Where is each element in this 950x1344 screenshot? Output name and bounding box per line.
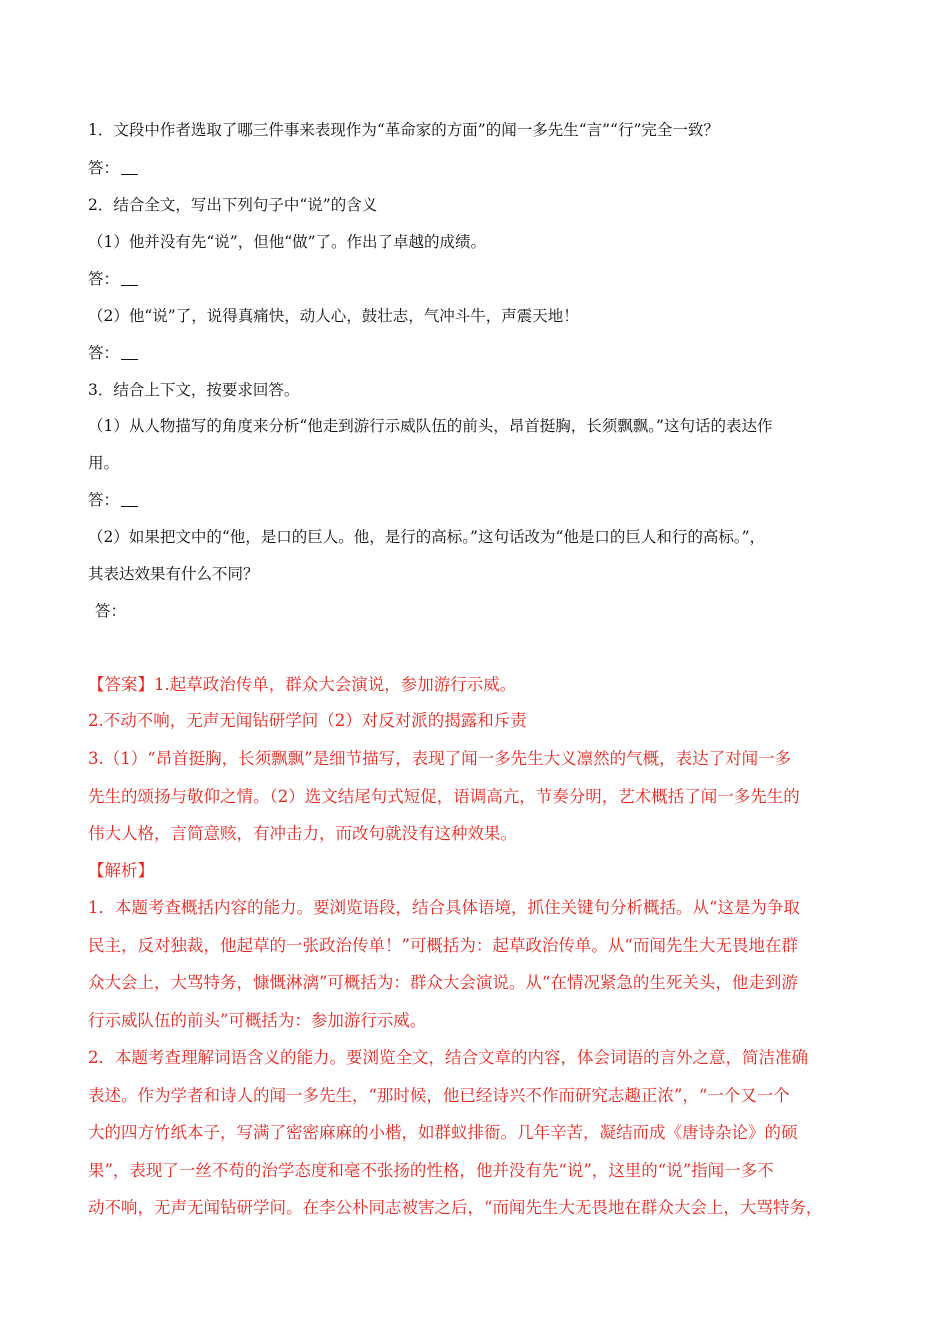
question-2-2: （2）他“说”了，说得真痛快，动人心，鼓壮志，气冲斗牛，声震天地！	[88, 307, 579, 325]
answer-blank[interactable]	[121, 345, 138, 360]
answer-line: 伟大人格，言简意赅，有冲击力，而改句就没有这种效果。	[88, 824, 517, 843]
answer-blank[interactable]	[121, 160, 138, 175]
analysis-line: 2．本题考查理解词语含义的能力。要浏览全文，结合文章的内容，体会词语的言外之意，简洁准确	[88, 1048, 808, 1067]
analysis-line: 民主，反对独裁，他起草的一张政治传单！”可概括为：起草政治传单。从“而闻先生大无畏地在群	[88, 936, 798, 955]
analysis-line: 1．本题考查概括内容的能力。要浏览语段，结合具体语境，抓住关键句分析概括。从“这是为争取	[88, 898, 800, 917]
answer-blank[interactable]	[121, 492, 138, 507]
answer-line: 2.不动不响，无声无闻钻研学问（2）对反对派的揭露和斥责	[88, 711, 527, 730]
question-3-2: （2）如果把文中的“他，是口的巨人。他，是行的高标。”这句话改为“他是口的巨人和行的高标。”，	[88, 528, 766, 546]
answer-prompt-3-2: 答：	[95, 602, 127, 620]
answer-line: 3.（1）“昂首挺胸，长须飘飘”是细节描写，表现了闻一多先生大义凛然的气概，表达了对闻一多	[88, 749, 792, 768]
analysis-line: 众大会上，大骂特务，慷慨淋漓”可概括为：群众大会演说。从“在情况紧急的生死关头，他走到游	[88, 973, 798, 992]
answer-prompt-1: 答：	[88, 158, 138, 178]
answer-prompt-2-2: 答：	[88, 343, 138, 363]
answer-prompt-3-1: 答：	[88, 490, 138, 510]
answer-line: 先生的颂扬与敬仰之情。（2）选文结尾句式短促，语调高亢，节奏分明，艺术概括了闻一多先生的	[88, 787, 800, 806]
question-3: 3．结合上下文，按要求回答。	[88, 381, 300, 399]
analysis-heading: 【解析】	[88, 861, 154, 880]
question-2: 2．结合全文，写出下列句子中“说”的含义	[88, 196, 378, 214]
question-3-2-cont: 其表达效果有什么不同？	[88, 565, 259, 583]
question-1: 1．文段中作者选取了哪三件事来表现作为“革命家的方面”的闻一多先生“言”“行”完全一致？	[88, 121, 719, 139]
answer-prompt-2-1: 答：	[88, 269, 138, 289]
question-3-1-cont: 用。	[88, 454, 120, 472]
analysis-line: 行示威队伍的前头”可概括为：参加游行示威。	[88, 1011, 427, 1030]
analysis-line: 动不响，无声无闻钻研学问。在李公朴同志被害之后，“而闻先生大无畏地在群众大会上，大骂特务，	[88, 1198, 823, 1217]
analysis-line: 表述。作为学者和诗人的闻一多先生，“那时候，他已经诗兴不作而研究志趣正浓”，“一个又一个	[88, 1086, 790, 1105]
question-2-1: （1）他并没有先“说”，但他“做”了。作出了卓越的成绩。	[88, 233, 487, 251]
answer-blank[interactable]	[121, 271, 138, 286]
analysis-line: 果”，表现了一丝不苟的治学态度和毫不张扬的性格，他并没有先“说”，这里的“说”指闻一多不	[88, 1161, 774, 1180]
analysis-line: 大的四方竹纸本子，写满了密密麻麻的小楷，如群蚁排衙。几年辛苦，凝结而成《唐诗杂论》的硕	[88, 1123, 798, 1142]
question-3-1: （1）从人物描写的角度来分析“他走到游行示威队伍的前头，昂首挺胸，长须飘飘。”这句话的表达作	[88, 417, 773, 435]
answer-line: 【答案】1.起草政治传单，群众大会演说，参加游行示威。	[88, 675, 517, 694]
